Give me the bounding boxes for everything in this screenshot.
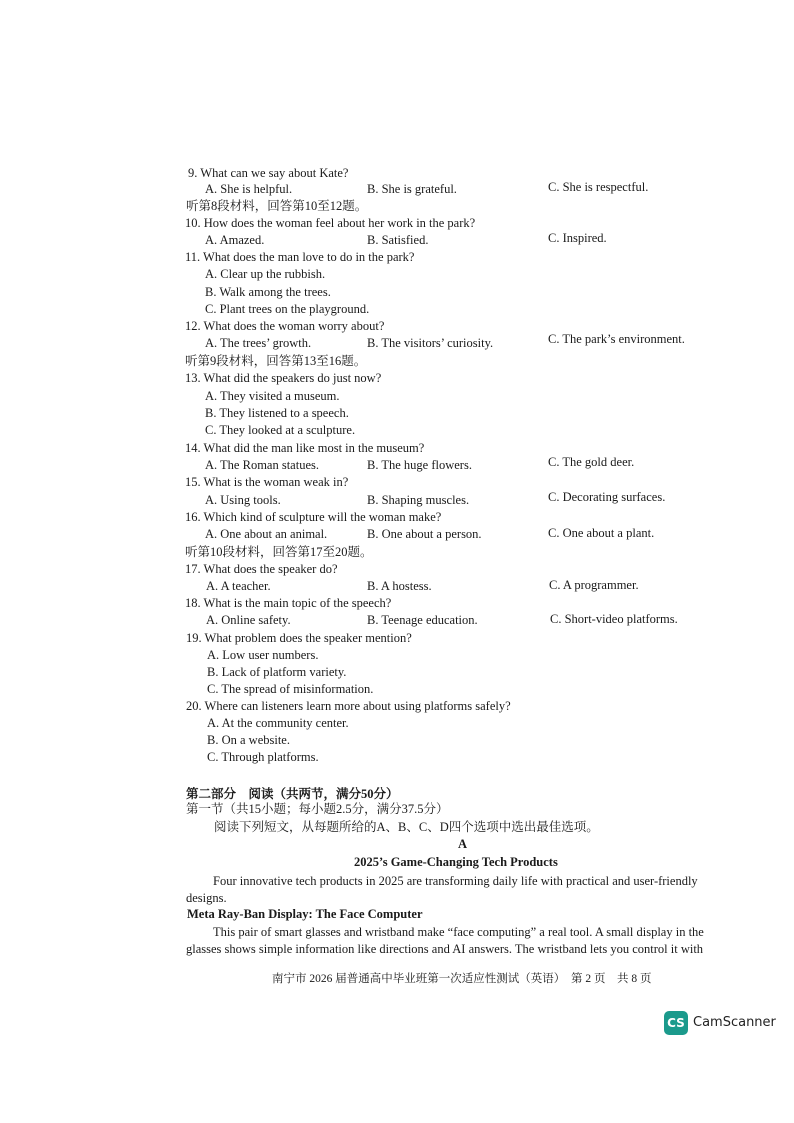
reading-instruction: 阅读下列短文，从每题所给的A、B、C、D四个选项中选出最佳选项。 [214, 820, 599, 834]
section-instruction-9: 听第9段材料，回答第13至16题。 [185, 354, 367, 368]
question-15-stem: 15. What is the woman weak in? [185, 475, 349, 489]
question-9-option-a: A. She is helpful. [205, 182, 293, 196]
question-16-option-c: C. One about a plant. [548, 526, 655, 540]
question-20-option-b: B. On a website. [207, 733, 290, 747]
question-13-option-a: A. They visited a museum. [205, 389, 340, 403]
camscanner-watermark: CamScanner [693, 1015, 776, 1030]
question-17-option-a: A. A teacher. [206, 579, 271, 593]
camscanner-logo: CS [664, 1011, 688, 1035]
passage-letter: A [458, 837, 468, 851]
product-subheading-1: Meta Ray-Ban Display: The Face Computer [187, 907, 423, 921]
passage-title: 2025’s Game-Changing Tech Products [354, 855, 558, 869]
passage-paragraph-2: This pair of smart glasses and wristband make “face computing” a real tool. A small display in the glasses shows simple information like directions and AI answers. The wristband lets you control it with [186, 925, 704, 956]
question-20-option-a: A. At the community center. [207, 716, 349, 730]
question-15-option-c: C. Decorating surfaces. [548, 490, 666, 504]
question-17-option-b: B. A hostess. [367, 579, 432, 593]
question-9-stem: 9. What can we say about Kate? [188, 166, 349, 180]
question-14-option-b: B. The huge flowers. [367, 458, 472, 472]
question-18-option-b: B. Teenage education. [367, 613, 478, 627]
question-19-option-c: C. The spread of misinformation. [207, 682, 374, 696]
question-14-option-c: C. The gold deer. [548, 455, 635, 469]
question-9-option-c: C. She is respectful. [548, 180, 649, 194]
question-15-option-a: A. Using tools. [205, 493, 281, 507]
question-19-option-a: A. Low user numbers. [207, 648, 319, 662]
question-11-option-b: B. Walk among the trees. [205, 285, 331, 299]
section-one-title: 第一节（共15小题；每小题2.5分，满分37.5分） [186, 802, 449, 816]
page-footer: 南宁市 2026 届普通高中毕业班第一次适应性测试（英语） 第 2 页 共 8 页 [272, 973, 652, 985]
question-14-option-a: A. The Roman statues. [205, 458, 319, 472]
question-10-option-b: B. Satisfied. [367, 233, 429, 247]
question-18-option-c: C. Short-video platforms. [550, 612, 678, 626]
section-instruction-10: 听第10段材料，回答第17至20题。 [185, 545, 373, 559]
question-12-option-a: A. The trees’ growth. [205, 336, 312, 350]
passage-paragraph-1: Four innovative tech products in 2025 are transforming daily life with practical and user-friendly designs. [186, 874, 698, 905]
question-9-option-b: B. She is grateful. [367, 182, 457, 196]
question-20-stem: 20. Where can listeners learn more about using platforms safely? [186, 699, 511, 713]
question-16-stem: 16. Which kind of sculpture will the woman make? [185, 510, 442, 524]
question-16-option-b: B. One about a person. [367, 527, 482, 541]
question-11-option-a: A. Clear up the rubbish. [205, 267, 326, 281]
question-17-stem: 17. What does the speaker do? [185, 562, 338, 576]
question-10-option-c: C. Inspired. [548, 231, 607, 245]
question-18-stem: 18. What is the main topic of the speech? [185, 596, 392, 610]
question-11-stem: 11. What does the man love to do in the park? [185, 250, 415, 264]
question-20-option-c: C. Through platforms. [207, 750, 319, 764]
question-19-option-b: B. Lack of platform variety. [207, 665, 347, 679]
question-10-option-a: A. Amazed. [205, 233, 265, 247]
question-19-stem: 19. What problem does the speaker mention? [186, 631, 412, 645]
part-two-title: 第二部分 阅读（共两节，满分50分） [186, 787, 399, 801]
question-18-option-a: A. Online safety. [206, 613, 291, 627]
question-17-option-c: C. A programmer. [549, 578, 639, 592]
question-10-stem: 10. How does the woman feel about her work in the park? [185, 216, 476, 230]
question-13-stem: 13. What did the speakers do just now? [185, 371, 382, 385]
question-13-option-b: B. They listened to a speech. [205, 406, 349, 420]
question-15-option-b: B. Shaping muscles. [367, 493, 470, 507]
question-12-option-c: C. The park’s environment. [548, 332, 685, 346]
question-12-option-b: B. The visitors’ curiosity. [367, 336, 494, 350]
question-12-stem: 12. What does the woman worry about? [185, 319, 385, 333]
question-16-option-a: A. One about an animal. [205, 527, 328, 541]
question-13-option-c: C. They looked at a sculpture. [205, 423, 356, 437]
section-instruction-8: 听第8段材料，回答第10至12题。 [186, 199, 368, 213]
question-14-stem: 14. What did the man like most in the museum? [185, 441, 425, 455]
question-11-option-c: C. Plant trees on the playground. [205, 302, 370, 316]
